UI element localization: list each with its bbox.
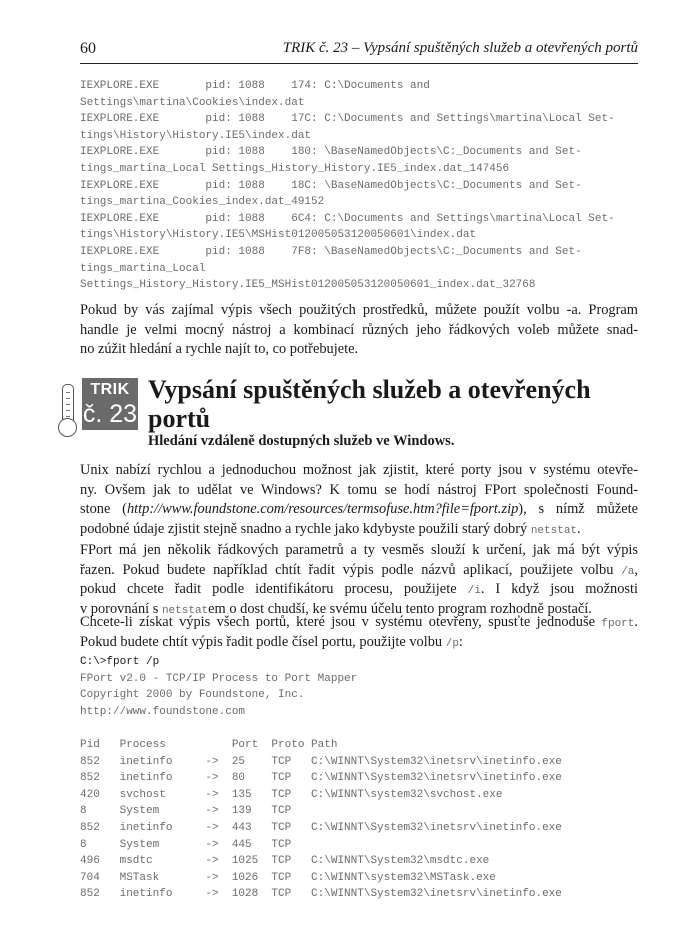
fport-output-listing [80,654,562,903]
inline-code: fport [601,618,635,630]
listing-line: IEXPLORE.EXE pid: 1088 180: \BaseNamedObjects\C:_Documents and Set- [80,146,582,159]
listing-line: IEXPLORE.EXE pid: 1088 6C4: C:\Documents and Settings\martina\Local Set- [80,212,615,225]
paragraph-line [80,520,638,540]
listing-line: IEXPLORE.EXE pid: 1088 174: C:\Documents and [80,80,430,92]
text-run: podobné údaje zjistit stejně snadno a rychle jako kdybyste použili starý dobrý [80,520,531,537]
text-run: : [458,633,463,650]
paragraph-fport-intro [80,461,638,539]
trick-title [148,375,591,433]
paragraph-handle-options [80,301,638,360]
listing-line: 852 inetinfo -> 25 TCP C:\WINNT\System32\inetsrv\inetinfo.exe [80,755,562,768]
trick-badge-label: TRIK [90,381,130,398]
inline-code: /p [445,637,459,650]
paragraph-line [80,613,638,633]
text-run: . I když jsou možnosti [480,581,638,598]
fport-download-url: http://www.foundstone.com/resources/termsofuse.htm?file=fport.zip [126,501,519,518]
text-run: , [634,561,638,578]
running-header [80,40,638,64]
text-run: v porovnání s [80,600,162,617]
text-run: pokud chcete řadit podle identifikátoru procesu, použijete [80,581,468,598]
inline-code: netstat [530,524,578,537]
listing-line: tings_martina_Local Settings_History_History.IE5_index.dat_147456 [80,162,510,175]
listing-line: 852 inetinfo -> 443 TCP C:\WINNT\System32\inetsrv\inetinfo.exe [80,821,562,834]
trick-badge [62,378,138,440]
trick-title-line: Vypsání spuštěných služeb a otevřených [148,375,591,404]
paragraph-line [80,580,638,600]
trick-subtitle: Hledání vzdáleně dostupných služeb ve Windows. [148,433,455,449]
running-title: TRIK č. 23 – Vypsání spuštěných služeb a otevřených portů [282,40,638,56]
text-run: ), s nímž můžete [518,501,638,518]
listing-line: FPort v2.0 - TCP/IP Process to Port Mapper [80,672,358,685]
text-run: em o dost chudší, ke svému účelu tento program rozhodně postačí. [208,600,592,617]
listing-line: tings\History\History.IE5\index.dat [80,129,312,142]
inline-code: /a [621,565,635,578]
trick-badge-number: č. 23 [82,400,138,428]
text-run: stone ( [80,501,127,518]
listing-line: IEXPLORE.EXE pid: 1088 17C: C:\Documents and Settings\martina\Local Set- [80,113,615,126]
thermometer-tick [66,398,70,399]
paragraph-line [80,500,638,520]
paragraph-line: ny. Ovšem jak to udělat ve Windows? K tomu se hodí nástroj FPort společnosti Found- [80,481,638,498]
thermometer-tick [66,404,70,405]
text-run: Chcete-li získat výpis všech portů, které jsou v systému otevřeny, spusťte jednoduše [80,614,602,630]
listing-line: Settings_History_History.IE5_MSHist012005053120050601_index.dat_32768 [80,279,536,292]
listing-line: Settings\martina\Cookies\index.dat [80,96,305,109]
inline-code: /i [467,585,481,598]
page-number: 60 [80,40,96,57]
listing-line: 8 System -> 139 TCP [80,805,292,818]
paragraph-line: handle je velmi mocný nástroj a kombinací různých jeho řádkových voleb můžete snad- [80,321,638,338]
paragraph-line: no zúžit hledání a rychle najít to, co potřebujete. [80,341,359,358]
listing-line: tings_martina_Cookies_index.dat_49152 [80,196,325,209]
text-run: Pokud budete chtít výpis řadit podle čísel portu, použijte volbu [80,633,446,650]
listing-line: IEXPLORE.EXE pid: 1088 18C: \BaseNamedObjects\C:_Documents and Set- [80,179,582,192]
listing-line: 496 msdtc -> 1025 TCP C:\WINNT\System32\msdtc.exe [80,855,490,868]
listing-line: 420 svchost -> 135 TCP C:\WINNT\system32\svchost.exe [80,788,503,801]
handle-output-listing [80,78,615,294]
paragraph-line: FPort má jen několik řádkových parametrů a ty vesměs slouží k určení, jak má být výpis [80,542,638,558]
text-run: řazen. Pokud budete například chtít řadit výpis podle názvů aplikací, použijete volbu [80,561,622,578]
paragraph-fport-usage [80,613,638,652]
paragraph-line: Unix nabízí rychlou a jednoduchou možnost jak zjistit, které porty jsou v systému otevře- [80,462,638,478]
listing-header-line: Pid Process Port Proto Path [80,738,338,751]
listing-line: 852 inetinfo -> 1028 TCP C:\WINNT\System32\inetsrv\inetinfo.exe [80,888,562,901]
header-rule [80,63,638,64]
paragraph-line [80,633,638,653]
listing-line: 852 inetinfo -> 80 TCP C:\WINNT\System32\inetsrv\inetinfo.exe [80,772,562,785]
thermometer-tick [66,410,70,411]
listing-line [80,720,562,737]
inline-code: netstat [161,604,209,617]
thermometer-bulb [58,418,77,437]
command-line: C:\>fport /p [80,656,160,668]
trick-title-line: portů [148,404,211,433]
text-run: . [577,520,581,537]
listing-line: 704 MSTask -> 1026 TCP C:\WINNT\system32\MSTask.exe [80,871,496,884]
paragraph-fport-params [80,541,638,619]
listing-line: Copyright 2000 by Foundstone, Inc. [80,689,305,702]
listing-line: tings_martina_Local [80,262,206,275]
listing-line: http://www.foundstone.com [80,705,246,718]
text-run: . [634,614,638,630]
listing-line: tings\History\History.IE5\MSHist012005053120050601\index.dat [80,229,477,242]
listing-line: 8 System -> 445 TCP [80,838,292,851]
paragraph-line: Pokud by vás zajímal výpis všech použitých prostředků, můžete použít volbu -a. Program [80,302,638,318]
thermometer-tick [66,416,70,417]
thermometer-tick [66,392,70,393]
paragraph-line [80,561,638,581]
listing-line: IEXPLORE.EXE pid: 1088 7F8: \BaseNamedObjects\C:_Documents and Set- [80,245,582,258]
